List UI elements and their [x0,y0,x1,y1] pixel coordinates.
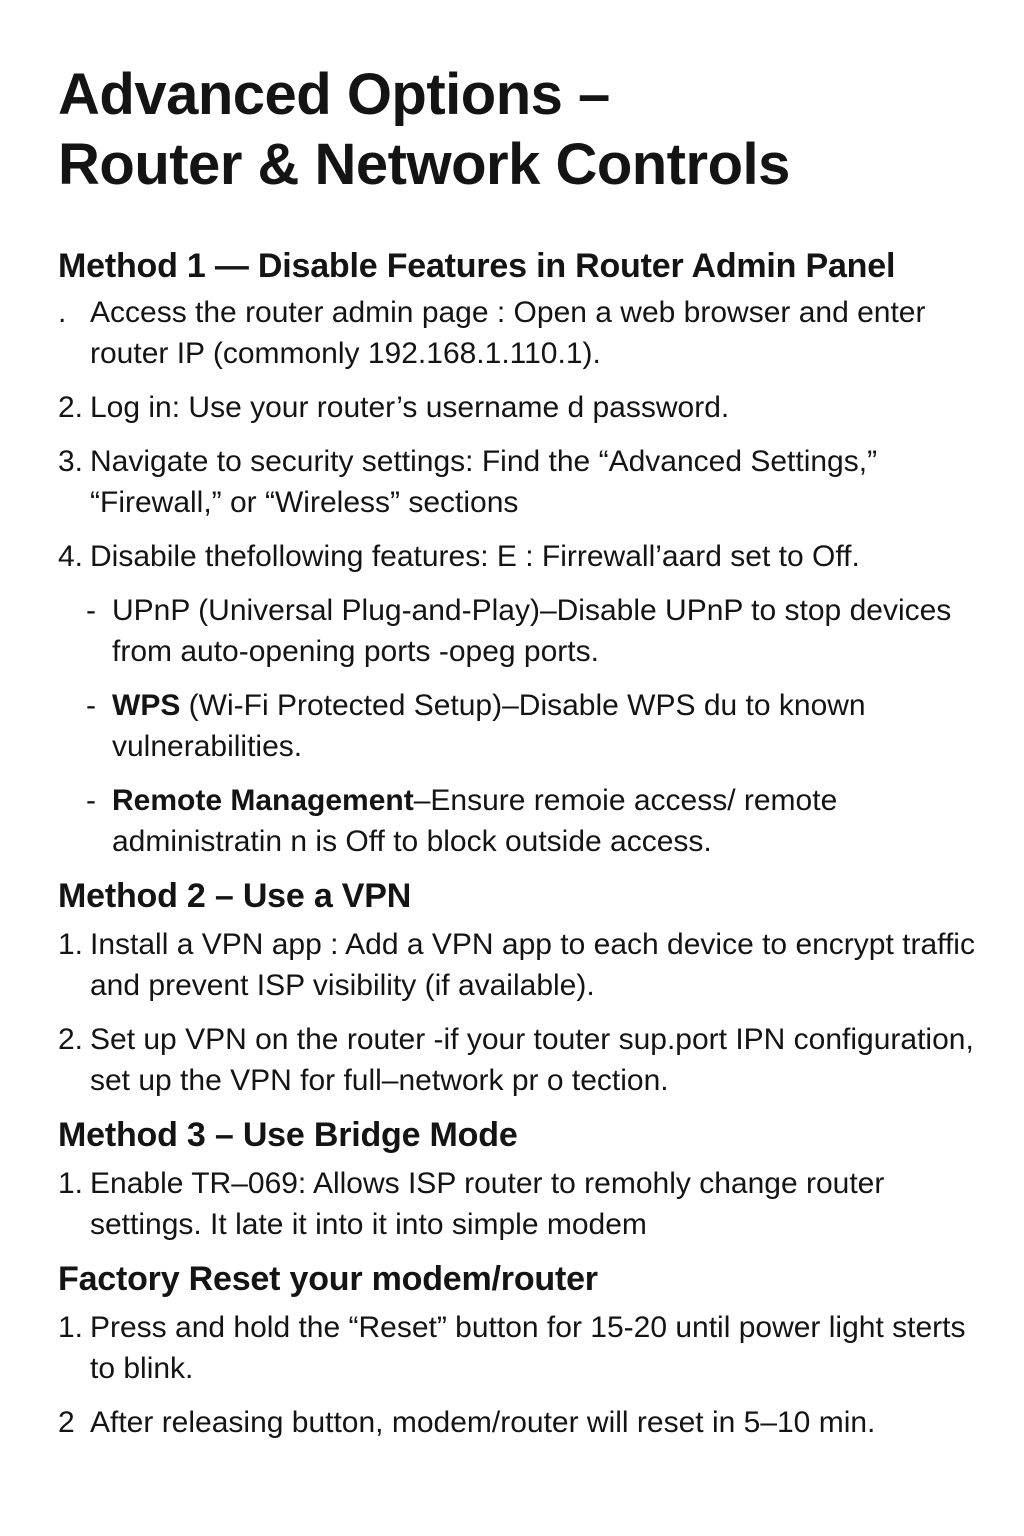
method-1-step-3 [58,441,988,523]
method-3-section [58,1115,988,1245]
step-number: 1. [58,928,84,961]
step-number: 1. [58,1167,84,1200]
factory-reset-step-1 [58,1307,988,1389]
step-text: Disabile thefollowing features: E : Firrewall’aard set to Off. [90,540,860,573]
step-number: . [58,296,67,329]
page-title [58,60,988,200]
step-number: 2. [58,391,84,424]
sub-item-dash: - [86,594,96,627]
step-number: 2 [58,1406,75,1439]
sub-item-dash: - [86,784,96,817]
factory-reset-heading: Factory Reset your modem/router [58,1260,598,1298]
method-2-step-2 [58,1019,988,1101]
sub-item-description: –Ensure remoie access/ remote administratin n is Off to block outside access. [112,784,838,858]
sub-item-term: WPS [112,689,181,722]
sub-item-description: UPnP (Universal Plug-and-Play)–Disable UPnP to stop devices from auto-opening ports -opeg ports. [112,594,952,668]
method-2-step-1 [58,924,988,1006]
method-2-heading: Method 2 – Use a VPN [58,877,412,915]
method-1-heading: Method 1 — Disable Features in Router Admin Panel [58,247,896,285]
factory-reset-section [58,1259,988,1443]
method-1-step-1 [58,292,988,374]
step-text: Access the router admin page : Open a web browser and enter router IP (commonly 192.168.1.110.1). [90,296,926,370]
sub-item-wps [86,685,988,767]
step-text: After releasing button, modem/router will reset in 5–10 min. [90,1406,876,1439]
sub-item-remote-management [86,780,988,862]
document-page [58,60,988,1457]
method-3-step-1 [58,1163,988,1245]
sub-item-text [112,685,988,767]
sub-item-upnp [86,590,988,672]
page-title-line-1: Advanced Options – [58,62,610,127]
step-text: Install a VPN app : Add a VPN app to each device to encrypt traffic and prevent ISP visibility (if available). [90,928,975,1002]
sub-item-term: Remote Management [112,784,414,817]
sub-item-description: (Wi-Fi Protected Setup)–Disable WPS du to known vulnerabilities. [112,689,866,763]
step-number: 4. [58,540,84,573]
step-text: Press and hold the “Reset” button for 15-20 until power light sterts to blink. [90,1311,966,1385]
method-2-section [58,876,988,1101]
step-text: Set up VPN on the router -if your touter sup.port IPN configuration, set up the VPN for full–network pr o tection. [90,1023,974,1097]
step-number: 2. [58,1023,84,1056]
method-1-step-2 [58,387,988,428]
step-number: 1. [58,1311,84,1344]
factory-reset-step-2 [58,1402,988,1443]
method-1-step-4 [58,536,988,577]
step-text: Enable TR–069: Allows ISP router to remohly change router settings. It late it into it into simple modem [90,1167,885,1241]
step-text: Log in: Use your router’s username d password. [90,391,730,424]
sub-item-text [112,590,988,672]
method-1-section [58,246,988,862]
page-title-line-2: Router & Network Controls [58,132,790,197]
sub-item-text [112,780,988,862]
step-text: Navigate to security settings: Find the “Advanced Settings,” “Firewall,” or “Wireless” sections [90,445,878,519]
step-number: 3. [58,445,84,478]
method-3-heading: Method 3 – Use Bridge Mode [58,1116,518,1154]
sub-item-dash: - [86,689,96,722]
